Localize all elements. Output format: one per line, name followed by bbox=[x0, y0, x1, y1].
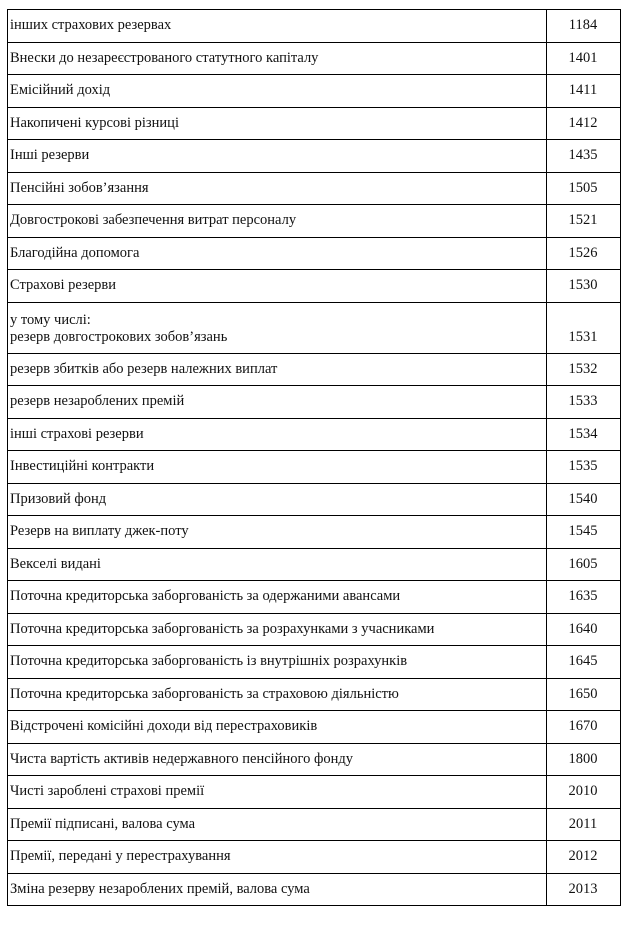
row-name: Емісійний дохід bbox=[8, 75, 547, 108]
row-code: 1526 bbox=[547, 237, 621, 270]
table-row bbox=[8, 107, 621, 140]
row-name: резерв збитків або резерв належних виплат bbox=[8, 353, 547, 386]
row-code: 1521 bbox=[547, 205, 621, 238]
row-code: 1532 bbox=[547, 353, 621, 386]
table-row bbox=[8, 10, 621, 43]
row-name: Поточна кредиторська заборгованість за розрахунками з учасниками bbox=[8, 613, 547, 646]
row-name: Відстрочені комісійні доходи від перестраховиків bbox=[8, 711, 547, 744]
row-code: 2012 bbox=[547, 841, 621, 874]
row-name: інші страхові резерви bbox=[8, 418, 547, 451]
row-name: Чисті зароблені страхові премії bbox=[8, 776, 547, 809]
row-name: Поточна кредиторська заборгованість за страховою діяльністю bbox=[8, 678, 547, 711]
table-row bbox=[8, 140, 621, 173]
row-name: Премії, передані у перестрахування bbox=[8, 841, 547, 874]
table-row bbox=[8, 205, 621, 238]
line-codes-table bbox=[7, 9, 621, 906]
row-name-prefix: у тому числі: bbox=[10, 311, 91, 328]
row-name: Призовий фонд bbox=[8, 483, 547, 516]
table-row bbox=[8, 581, 621, 614]
table-row bbox=[8, 548, 621, 581]
row-code: 1435 bbox=[547, 140, 621, 173]
row-code: 1645 bbox=[547, 646, 621, 679]
table-row bbox=[8, 172, 621, 205]
table-row bbox=[8, 873, 621, 906]
row-name: Пенсійні зобов’язання bbox=[8, 172, 547, 205]
row-code: 1535 bbox=[547, 451, 621, 484]
row-code: 1650 bbox=[547, 678, 621, 711]
table-row bbox=[8, 42, 621, 75]
row-code: 1540 bbox=[547, 483, 621, 516]
row-name: Накопичені курсові різниці bbox=[8, 107, 547, 140]
row-code: 1411 bbox=[547, 75, 621, 108]
table-row bbox=[8, 776, 621, 809]
row-code: 1184 bbox=[547, 10, 621, 43]
table-row bbox=[8, 353, 621, 386]
row-name: Благодійна допомога bbox=[8, 237, 547, 270]
row-name: Внески до незареєстрованого статутного капіталу bbox=[8, 42, 547, 75]
row-name: Зміна резерву незароблених премій, валова сума bbox=[8, 873, 547, 906]
table-row bbox=[8, 451, 621, 484]
row-code: 1533 bbox=[547, 386, 621, 419]
table-row bbox=[8, 483, 621, 516]
row-code: 2010 bbox=[547, 776, 621, 809]
row-code: 1670 bbox=[547, 711, 621, 744]
row-code: 1505 bbox=[547, 172, 621, 205]
row-code: 1605 bbox=[547, 548, 621, 581]
table-row bbox=[8, 386, 621, 419]
row-name: Поточна кредиторська заборгованість із внутрішніх розрахунків bbox=[8, 646, 547, 679]
table-row bbox=[8, 613, 621, 646]
row-name: Премії підписані, валова сума bbox=[8, 808, 547, 841]
row-code: 1545 bbox=[547, 516, 621, 549]
row-name: інших страхових резервах bbox=[8, 10, 547, 43]
table-row bbox=[8, 237, 621, 270]
row-code: 1412 bbox=[547, 107, 621, 140]
row-code: 1530 bbox=[547, 270, 621, 303]
row-name: Чиста вартість активів недержавного пенсійного фонду bbox=[8, 743, 547, 776]
row-code: 1534 bbox=[547, 418, 621, 451]
table-row bbox=[8, 646, 621, 679]
row-name: Страхові резерви bbox=[8, 270, 547, 303]
table-row bbox=[8, 678, 621, 711]
row-code: 1401 bbox=[547, 42, 621, 75]
row-name: Інвестиційні контракти bbox=[8, 451, 547, 484]
row-code: 1640 bbox=[547, 613, 621, 646]
table-row bbox=[8, 516, 621, 549]
row-code: 1531 bbox=[547, 302, 621, 353]
table-row bbox=[8, 841, 621, 874]
table-row bbox=[8, 302, 621, 353]
row-name: резерв незароблених премій bbox=[8, 386, 547, 419]
row-name-text: резерв довгострокових зобов’язань bbox=[10, 328, 228, 345]
table-row bbox=[8, 270, 621, 303]
row-name: Довгострокові забезпечення витрат персоналу bbox=[8, 205, 547, 238]
table-row bbox=[8, 743, 621, 776]
row-name: Резерв на виплату джек-поту bbox=[8, 516, 547, 549]
row-name: Поточна кредиторська заборгованість за одержаними авансами bbox=[8, 581, 547, 614]
row-name: Векселі видані bbox=[8, 548, 547, 581]
table-row bbox=[8, 75, 621, 108]
table-row bbox=[8, 418, 621, 451]
row-code: 1800 bbox=[547, 743, 621, 776]
row-code: 1635 bbox=[547, 581, 621, 614]
row-code: 2013 bbox=[547, 873, 621, 906]
table-row bbox=[8, 711, 621, 744]
table-row bbox=[8, 808, 621, 841]
row-name: Інші резерви bbox=[8, 140, 547, 173]
row-name bbox=[8, 302, 547, 353]
row-code: 2011 bbox=[547, 808, 621, 841]
